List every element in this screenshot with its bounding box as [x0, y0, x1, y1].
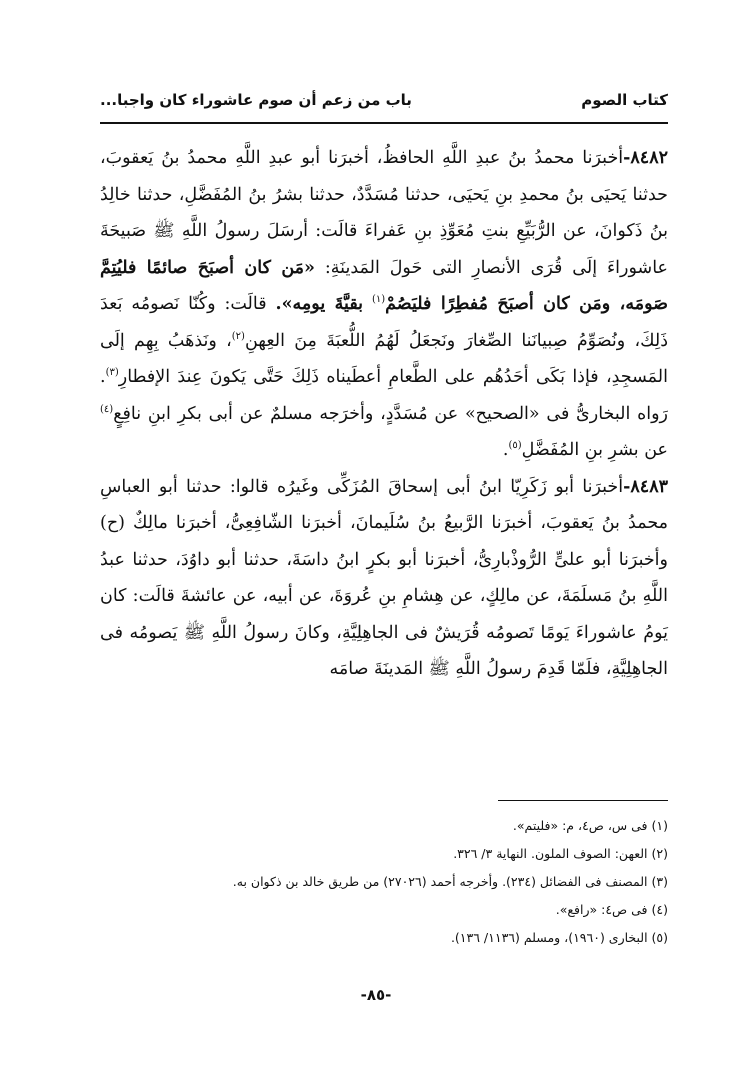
hadith-text: ، ونَذهَبُ بِهِم إلَى المَسجِدِ، فإذا بَكَى أحَدُهُم على الطَّعامِ أعطَيناه ذَلِكَ حَتَّى يَكونَ عِندَ الإفطارِ [100, 330, 668, 387]
hadith-quote-end: بقيَّةَ يومِه». [275, 294, 364, 314]
footnote-4: (٤) فى ص٤: «رافع». [555, 902, 668, 917]
hadith-text: قالَت: وكُنّا نَصومُه بَعدَ ذَلِكَ، ونُصَوِّمُ صِبيانَنا الصِّغارَ ونَجعَلُ لَهُمُ اللُّعبَةَ مِنَ العِهنِ [100, 294, 668, 351]
footnote-1: (١) فى س، ص٤، م: «فليتم». [512, 818, 668, 833]
hadith-text: . [502, 440, 509, 460]
hadith-number: ٨٤٨٢- [623, 148, 668, 168]
hadith-text: أخبرَنا أبو زَكَرِيّا ابنُ أبى إسحاقَ المُزَكِّى وغَيرُه قالوا: حدثنا أبو العباسِ محمدُ بنُ يَعقوبَ، أخبرَنا الرَّبيعُ بنُ سُلَيمانَ، أخبرَنا الشّافِعِىُّ، أخبرَنا مالِكٌ (ح) وأخبرَنا أبو علىٍّ الرُّوذْبارِىُّ، أخبرَنا أبو بكرٍ ابنُ داسَةَ، حدثنا أبو داوُدَ، حدثنا عبدُ اللَّهِ بنُ مَسلَمَةَ، عن مالِكٍ، عن هِشامِ بنِ عُروَةَ، عن أبيه، عن عائشةَ قالَت: كان يَومُ عاشوراءَ يَومًا تَصومُه قُرَيشٌ فى الجاهِلِيَّةِ، وكانَ رسولُ اللَّهِ ﷺ يَصومُه فى الجاهِلِيَّةِ، فلَمّا قَدِمَ رسولُ اللَّهِ ﷺ المَدينَةَ صامَه [100, 476, 668, 679]
hadith-text: . رَواه البخارىُّ فى «الصحيح» عن مُسَدَّدٍ، وأخرَجه مسلمٌ عن أبى بكرِ ابنِ نافِعٍ [100, 367, 668, 424]
hadith-number: ٨٤٨٣- [623, 476, 668, 497]
hadith-8483 [100, 469, 668, 688]
footnote-marker-5[interactable]: (٥) [508, 440, 522, 452]
footnote-5: (٥) البخارى (١٩٦٠)، ومسلم (١١٣٦/ ١٣٦). [450, 930, 668, 945]
footnote-2: (٢) العهن: الصوف الملون. النهاية ٣/ ٣٢٦. [453, 846, 668, 861]
hadith-8482 [100, 140, 668, 469]
footnote-3: (٣) المصنف فى الفضائل (٢٣٤). وأخرجه أحمد (٢٧٠٢٦) من طريق خالد بن ذكوان به. [232, 874, 668, 889]
footnote-marker-2[interactable]: (٢) [231, 330, 245, 342]
header-rule [100, 122, 668, 124]
hadith-text: عن بشرِ بنِ المُفَضَّلِ [521, 440, 668, 460]
page-number: -٨٥- [360, 986, 392, 1004]
footnote-marker-3[interactable]: (٣) [105, 367, 119, 379]
footnote-marker-1[interactable]: (١) [371, 294, 386, 306]
book-title: كتاب الصوم [581, 91, 668, 109]
footnote-rule [498, 800, 668, 801]
footnote-marker-4[interactable]: (٤) [100, 403, 114, 415]
hadith-quote: «مَن كان أصبَحَ صائمًا فليُتِمَّ صَومَه، ومَن كان أصبَحَ مُفطِرًا فليَصُمْ [100, 257, 668, 314]
footnotes [100, 812, 668, 952]
hadith-text: أخبرَنا محمدُ بنُ عبدِ اللَّهِ الحافظُ، أخبرَنا أبو عبدِ اللَّهِ محمدُ بنُ يَعقوبَ، حدثنا يَحيَى بنُ محمدِ بنِ يَحيَى، حدثنا مُسَدَّدٌ، حدثنا بشرُ بنُ المُفَضَّلِ، حدثنا خالِدُ بنُ ذَكوانَ، عن الرُّبَيِّعِ بنتِ مُعَوِّذِ بنِ عَفراءَ قالَت: أرسَلَ رسولُ اللَّهِ ﷺ صَبيحَةَ عاشوراءَ إلَى قُرَى الأنصارِ التى حَولَ المَدينَةِ: [100, 148, 668, 278]
chapter-title: باب من زعم أن صوم عاشوراء كان واجبا... [100, 91, 412, 109]
running-header [100, 86, 668, 114]
main-text [100, 140, 668, 688]
